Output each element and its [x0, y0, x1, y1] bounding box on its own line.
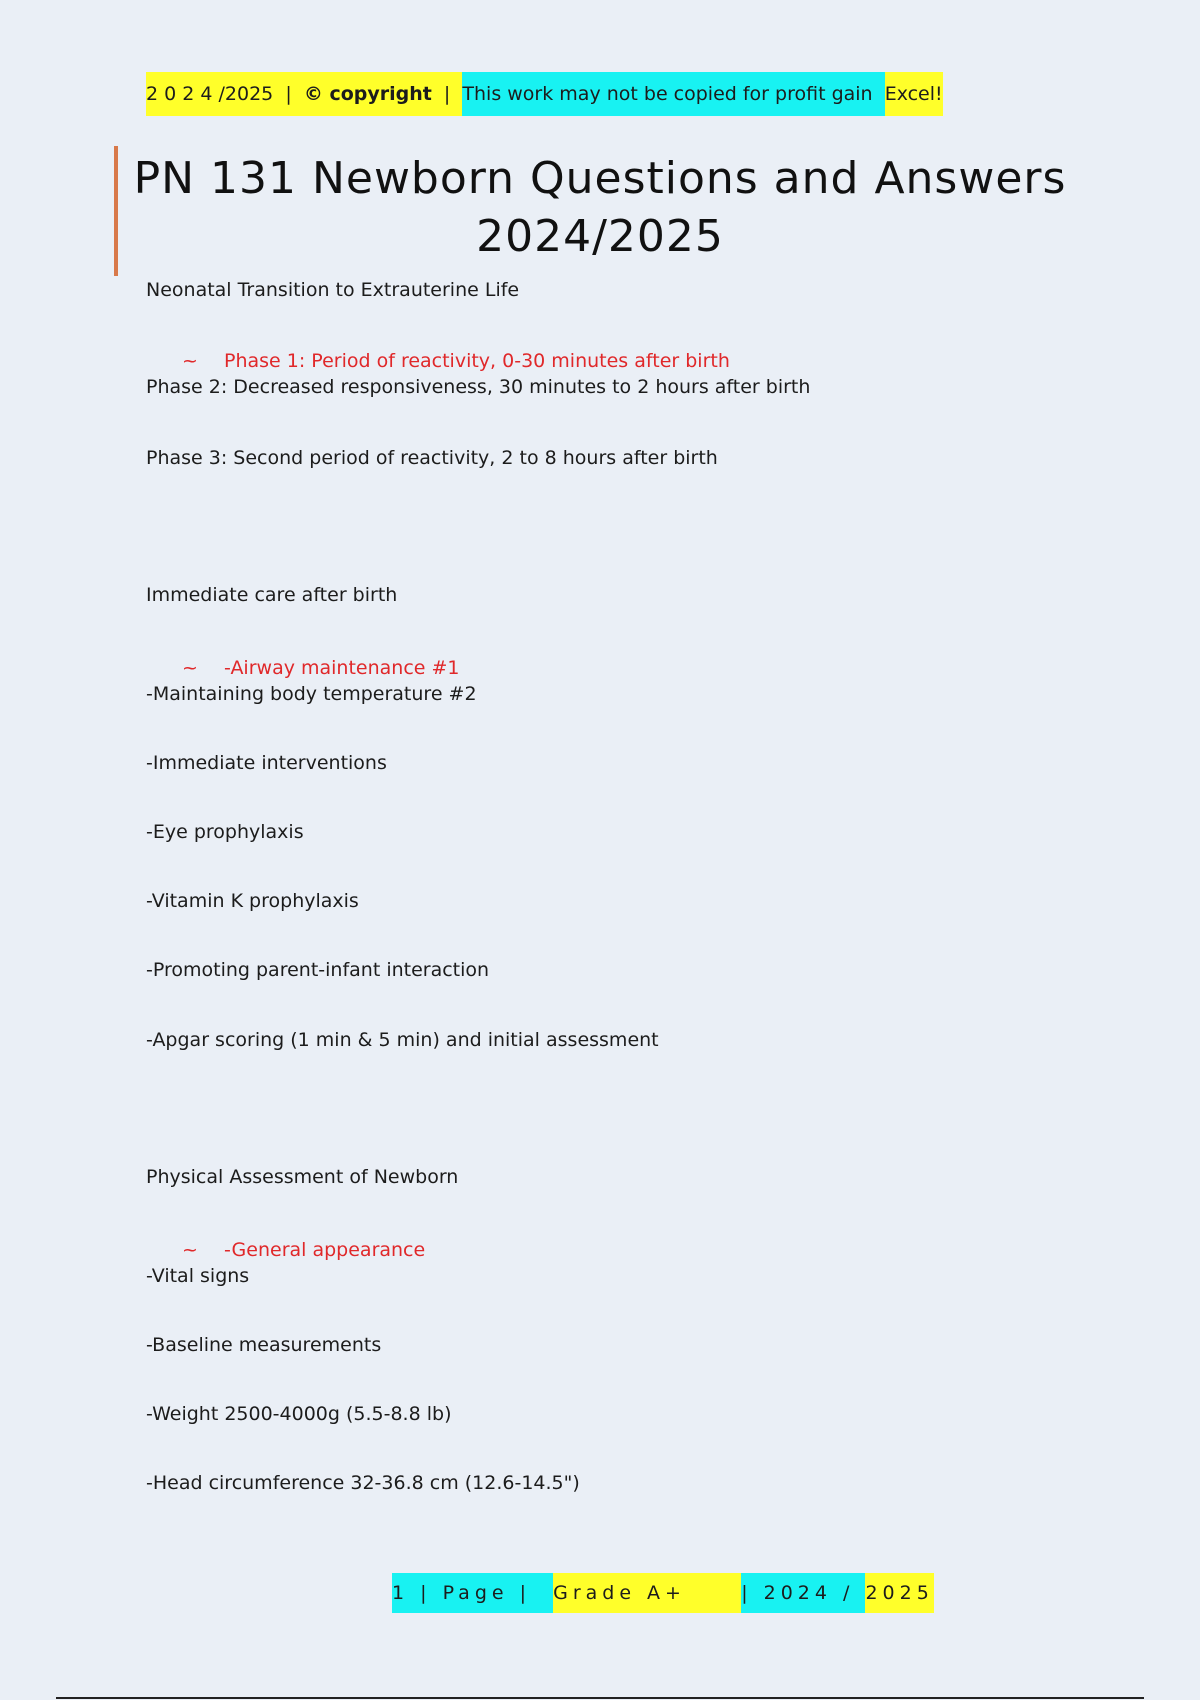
list-item: -Head circumference 32-36.8 cm (12.6-14.5")	[146, 1472, 580, 1494]
list-item: -Immediate interventions	[146, 752, 387, 774]
footer-year-a: | 2024 /	[741, 1573, 865, 1613]
tilde-bullet-icon: ~	[182, 350, 198, 372]
list-item: -Vitamin K prophylaxis	[146, 890, 359, 912]
general-appearance-item: -General appearance	[224, 1239, 426, 1261]
title-line-1: PN 131 Newborn Questions and Answers	[133, 153, 1067, 204]
header-banner	[146, 72, 943, 116]
header-copyright: © copyright	[304, 72, 432, 116]
section-heading-immediate-care: Immediate care after birth	[146, 584, 398, 606]
section-heading-transition: Neonatal Transition to Extrauterine Life	[146, 279, 520, 301]
header-excel: Excel!	[885, 72, 943, 116]
tilde-bullet-icon: ~	[182, 1239, 198, 1261]
phase-1-item: Phase 1: Period of reactivity, 0-30 minutes after birth	[224, 350, 730, 372]
phase-3-item: Phase 3: Second period of reactivity, 2 to 8 hours after birth	[146, 447, 718, 469]
list-item: -Baseline measurements	[146, 1334, 382, 1356]
page-footer	[392, 1573, 934, 1613]
footer-year-b: 2025	[865, 1573, 933, 1613]
airway-item: -Airway maintenance #1	[224, 657, 460, 679]
header-year: 2 0 2 4 /2025 |	[146, 72, 304, 116]
page-title	[130, 150, 1070, 266]
list-item: -Maintaining body temperature #2	[146, 683, 477, 705]
header-separator: |	[432, 72, 463, 116]
title-line-2: 2024/2025	[476, 211, 724, 262]
list-item: -Weight 2500-4000g (5.5-8.8 lb)	[146, 1403, 452, 1425]
tilde-bullet-icon: ~	[182, 657, 198, 679]
footer-grade: Grade A+	[553, 1573, 741, 1613]
list-item: -Promoting parent-infant interaction	[146, 959, 490, 981]
list-item: -Vital signs	[146, 1265, 250, 1287]
phase-2-item: Phase 2: Decreased responsiveness, 30 minutes to 2 hours after birth	[146, 376, 811, 398]
list-item: -Eye prophylaxis	[146, 821, 304, 843]
list-item: -Apgar scoring (1 min & 5 min) and initial assessment	[146, 1029, 659, 1051]
section-heading-physical-assessment: Physical Assessment of Newborn	[146, 1166, 459, 1188]
footer-page-number: 1 | Page |	[392, 1573, 553, 1613]
title-accent-bar	[114, 146, 118, 276]
header-notice: This work may not be copied for profit gain	[462, 72, 884, 116]
page-bottom-divider	[56, 1697, 1144, 1699]
